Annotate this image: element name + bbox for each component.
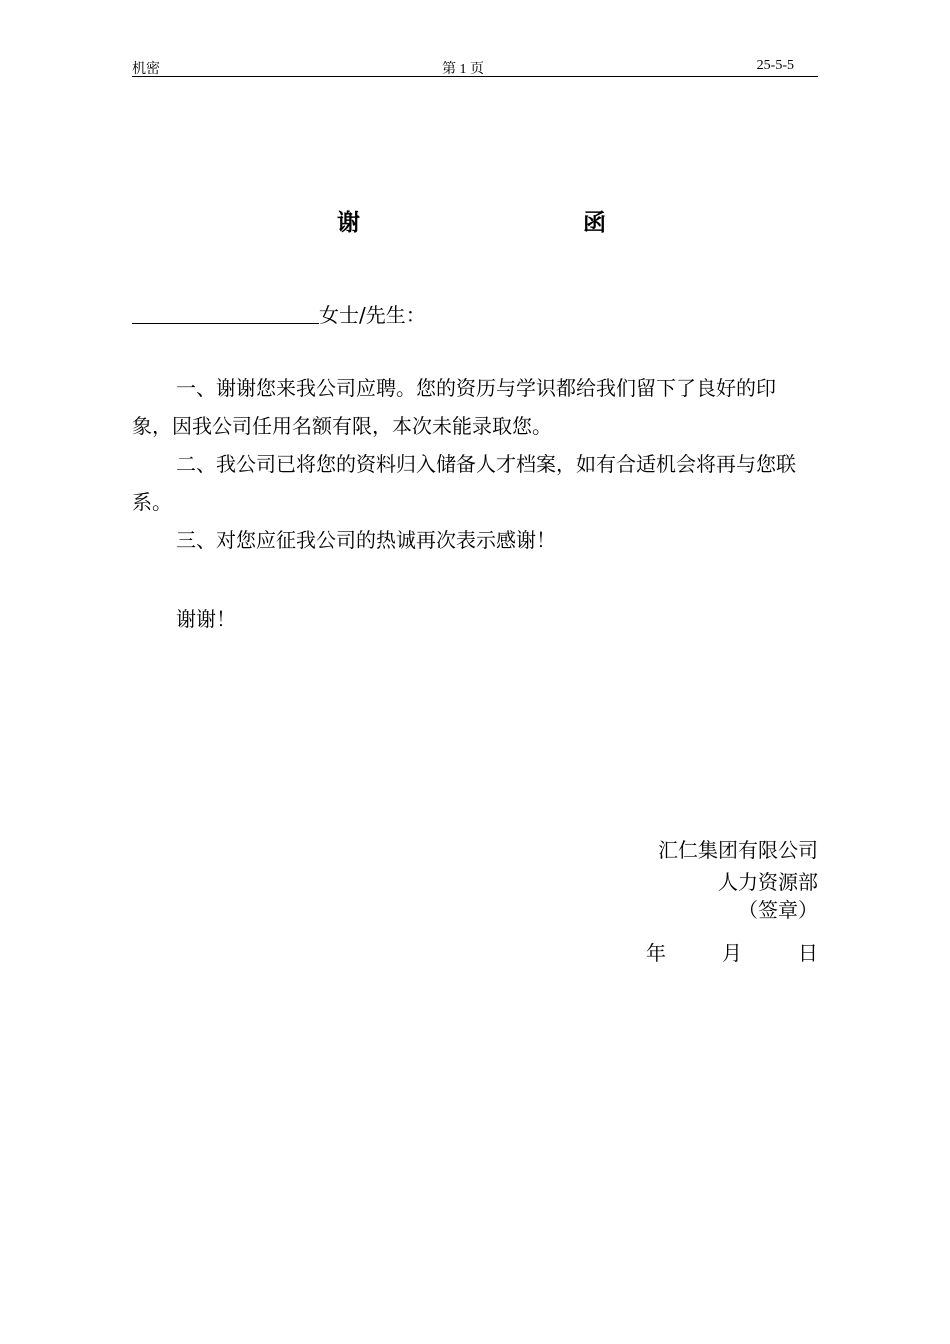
header-page-number: 第 1 页 xyxy=(442,62,484,77)
header-confidential-label: 机密 xyxy=(132,62,160,77)
salutation-suffix: 女士/先生： xyxy=(319,303,426,327)
closing-thanks: 谢谢！ xyxy=(176,607,236,631)
paragraph-3: 三、对您应征我公司的热诚再次表示感谢！ xyxy=(176,528,556,552)
signature-department: 人力资源部 xyxy=(718,870,818,894)
signature-date xyxy=(646,933,818,973)
signature-company: 汇仁集团有限公司 xyxy=(658,838,818,862)
signature-block xyxy=(646,834,818,973)
letter-title-char-2: 函 xyxy=(583,210,606,236)
date-year: 年 xyxy=(646,941,666,965)
signature-seal: （签章） xyxy=(738,898,818,922)
date-month: 月 xyxy=(722,941,742,965)
letter-body xyxy=(132,369,807,559)
salutation xyxy=(132,296,426,334)
header-date: 25-5-5 xyxy=(756,58,794,73)
letter-title-char-1: 谢 xyxy=(337,210,360,236)
paragraph-1: 一、谢谢您来我公司应聘。您的资历与学识都给我们留下了良好的印象，因我公司任用名额有限，本次未能录取您。 xyxy=(132,376,776,438)
date-day: 日 xyxy=(798,941,818,965)
recipient-name-blank xyxy=(132,296,319,324)
paragraph-2: 二、我公司已将您的资料归入储备人才档案，如有合适机会将再与您联系。 xyxy=(132,452,796,514)
page-header xyxy=(132,57,818,77)
